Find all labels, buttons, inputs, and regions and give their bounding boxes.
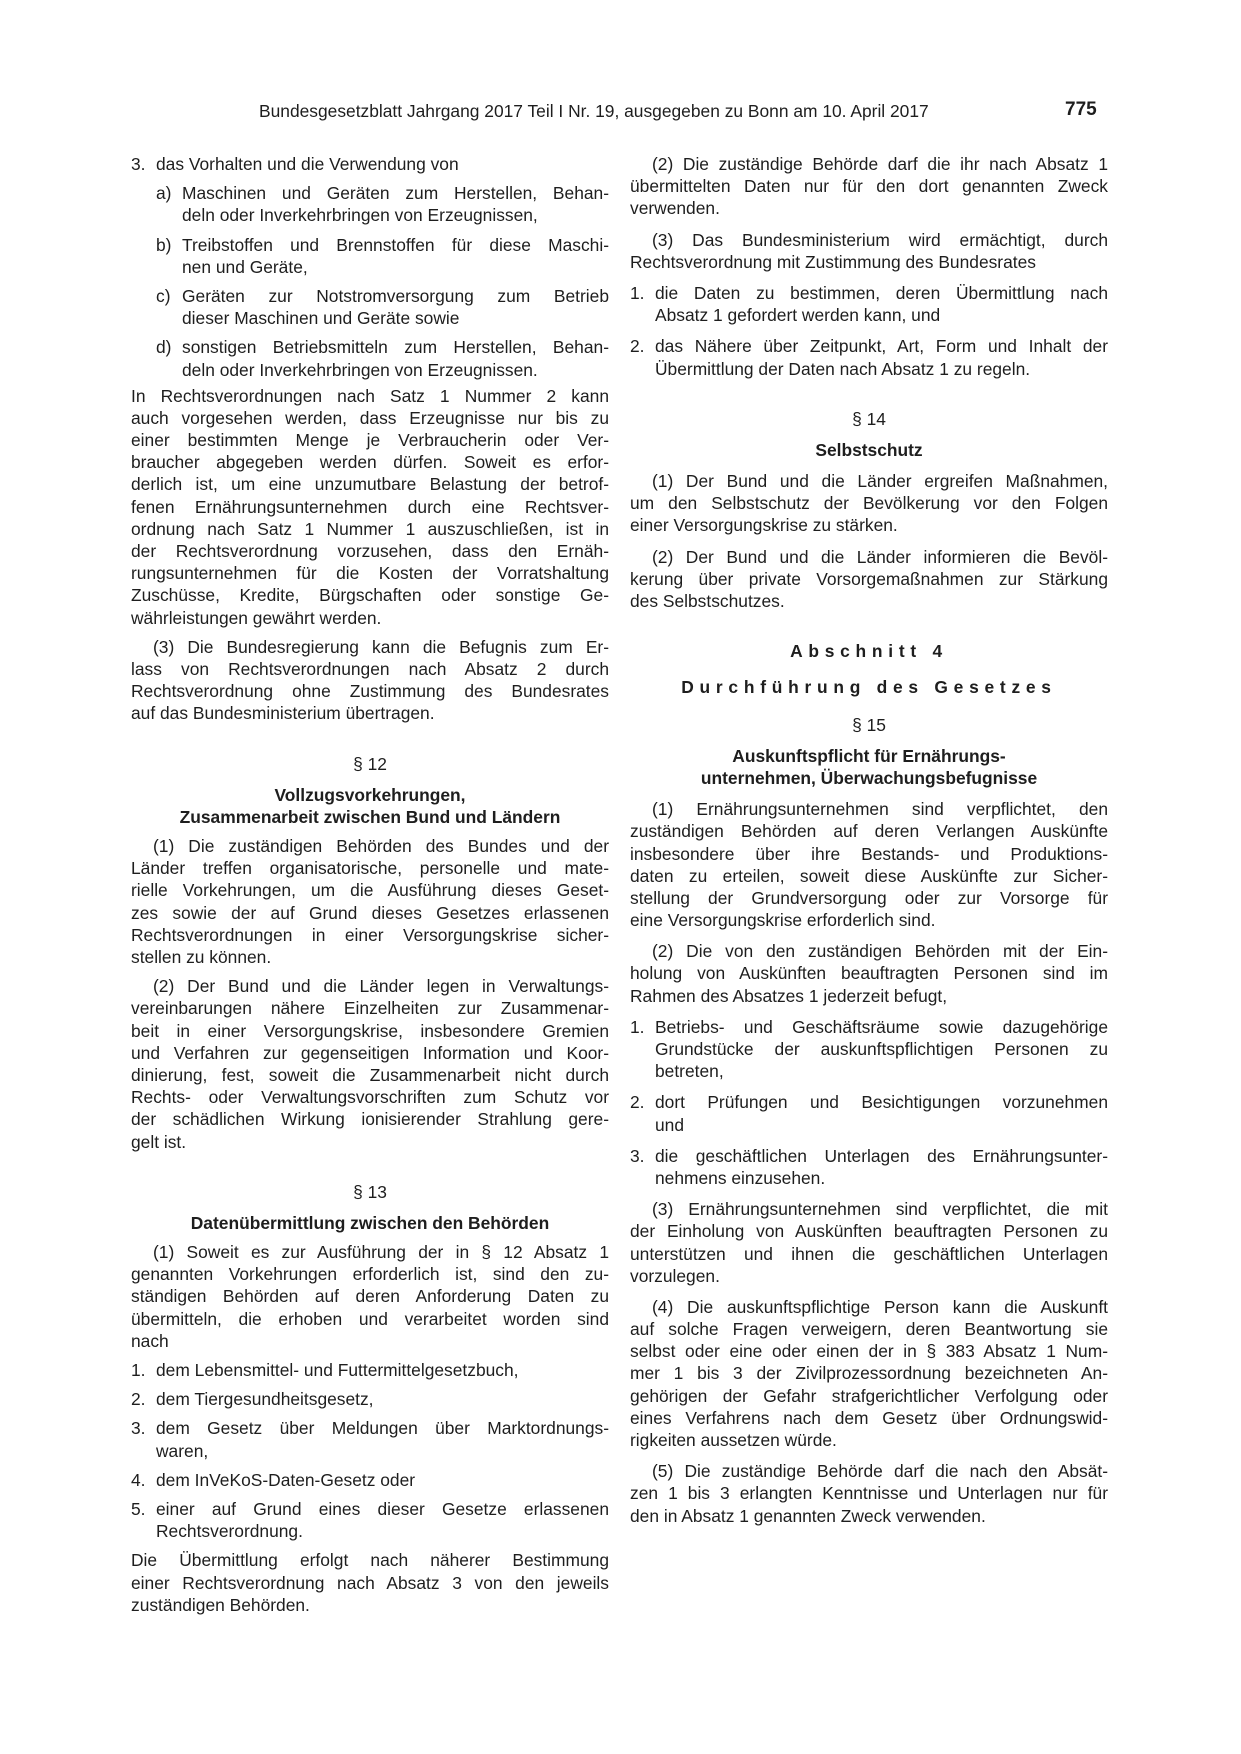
text-line: einer Versorgungskrise zu stärken. — [630, 515, 898, 536]
text-line: einer auf Grund eines dieser Gesetze erlassenen — [156, 1498, 609, 1519]
section-title — [630, 439, 1108, 461]
section-number: § 14 — [852, 408, 886, 429]
text-line: Rahmen des Absatzes 1 jederzeit befugt, — [630, 985, 948, 1006]
text-line: Absatz 1 gefordert werden kann, und — [655, 305, 941, 326]
list-item — [630, 1145, 1108, 1189]
list-marker: 2. — [630, 336, 645, 357]
section-number: § 13 — [353, 1181, 387, 1202]
text-line: (1) Der Bund und die Länder ergreifen Maßnahmen, — [652, 471, 1108, 492]
text-line: holung von Auskünften beauftragten Personen sind im — [630, 963, 1108, 984]
text-line: waren, — [156, 1440, 209, 1461]
text-line: auch vorgesehen werden, dass Erzeugnisse nur bis zu — [131, 407, 609, 428]
paragraph — [630, 1198, 1108, 1287]
text-line: dem Gesetz über Meldungen über Marktordnungs- — [156, 1418, 609, 1439]
text-line: stellen zu können. — [131, 947, 272, 967]
text-line: Geräten zur Notstromversorgung zum Betrieb — [182, 285, 609, 306]
text-line: lass von Rechtsverordnungen nach Absatz 2 durch — [131, 658, 609, 679]
text-line: einer bestimmten Menge je Verbraucherin oder Ver- — [131, 430, 609, 451]
list-item — [630, 1016, 1108, 1083]
text-line: (2) Der Bund und die Länder legen in Verwaltungs- — [153, 976, 609, 997]
list-marker: b) — [156, 234, 172, 255]
text-line: mer 1 bis 3 der Zivilprozessordnung bezeichneten An- — [630, 1363, 1108, 1384]
paragraph — [630, 153, 1108, 220]
list-marker: 4. — [131, 1469, 146, 1490]
paragraph — [131, 975, 609, 1153]
section-title — [630, 745, 1108, 789]
list-marker: c) — [156, 285, 171, 306]
paragraph — [630, 1296, 1108, 1451]
list-marker: 3. — [630, 1145, 645, 1166]
text-line: braucher abgegeben werden dürfen. Soweit es erfor- — [131, 452, 609, 473]
text-line: unterstützen und ihnen die geschäftlichen Unterlagen — [630, 1243, 1108, 1264]
text-line: Zusammenarbeit zwischen Bund und Ländern — [179, 806, 561, 827]
text-line: (3) Die Bundesregierung kann die Befugnis zum Er- — [153, 636, 609, 657]
text-line: genannten Vorkehrungen erforderlich ist, sind den zu- — [131, 1264, 609, 1285]
text-line: (2) Die von den zuständigen Behörden mit der Ein- — [652, 941, 1108, 962]
text-line: zes sowie der auf Grund dieses Gesetzes erlassenen — [131, 902, 609, 923]
list-item — [131, 153, 609, 175]
list-item — [131, 1498, 609, 1542]
text-line: eine Versorgungskrise erforderlich sind. — [630, 910, 936, 931]
text-line: das Nähere über Zeitpunkt, Art, Form und Inhalt der — [655, 336, 1108, 357]
text-line: rigkeiten aussetzen würde. — [630, 1430, 837, 1450]
text-line: deln oder Inverkehrbringen von Erzeugnissen, — [182, 205, 538, 226]
text-line: dieser Maschinen und Geräte sowie — [182, 308, 460, 329]
text-line: zen 1 bis 3 erlangten Kenntnisse und Unterlagen nur für — [630, 1483, 1108, 1504]
text-line: nach — [131, 1330, 169, 1351]
list-marker: 5. — [131, 1498, 146, 1519]
text-line: dinierung, fest, soweit die Zusammenarbeit nicht durch — [131, 1064, 609, 1085]
text-line: den in Absatz 1 genannten Zweck verwenden. — [630, 1505, 986, 1526]
text-line: dem InVeKoS-Daten-Gesetz oder — [156, 1469, 416, 1490]
running-head: Bundesgesetzblatt Jahrgang 2017 Teil I Nr. 19, ausgegeben zu Bonn am 10. April 2017 — [259, 101, 929, 121]
text-line: Rechtsverordnung. — [156, 1521, 303, 1542]
section-number: § 15 — [852, 714, 886, 735]
text-line: gelt ist. — [131, 1131, 187, 1152]
paragraph — [131, 1549, 609, 1616]
list-item — [131, 1359, 609, 1381]
list-marker: 3. — [131, 1418, 146, 1439]
list-marker: 1. — [131, 1360, 146, 1380]
text-line: rielle Vorkehrungen, um die Ausführung dieses Geset- — [131, 880, 609, 901]
text-line: dem Lebensmittel- und Futtermittelgesetzbuch, — [156, 1360, 519, 1380]
text-line: derlich ist, um eine unzumutbare Belastung der betrof- — [131, 474, 609, 495]
list-marker: d) — [156, 337, 172, 358]
right-column — [630, 153, 1108, 1527]
left-column — [131, 153, 609, 1616]
section-title — [131, 784, 609, 828]
paragraph — [630, 1460, 1108, 1527]
text-line: der Rechtsverordnung vorzusehen, dass den Ernäh- — [131, 541, 609, 561]
list-subitem — [131, 182, 609, 226]
section-title — [131, 1212, 609, 1234]
text-line: Maschinen und Geräten zum Herstellen, Behan- — [182, 183, 609, 204]
text-line: verwenden. — [630, 198, 720, 219]
text-line: einer Rechtsverordnung nach Absatz 3 von den jeweils — [131, 1572, 609, 1593]
list-item — [131, 1469, 609, 1491]
text-line: und Verfahren zur gegenseitigen Information und Koor- — [131, 1042, 609, 1063]
list-item — [131, 1388, 609, 1410]
text-line: übermittelten Daten nur für den dort genannten Zweck — [630, 176, 1108, 197]
text-line: stellung der Grundversorgung oder zur Vorsorge für — [630, 887, 1108, 908]
text-line: zuständigen Behörden. — [131, 1594, 310, 1615]
text-line: Betriebs- und Geschäftsräume sowie dazugehörige — [655, 1016, 1108, 1037]
paragraph — [630, 940, 1108, 1007]
paragraph — [630, 470, 1108, 537]
text-line: (4) Die auskunftspflichtige Person kann die Auskunft — [652, 1296, 1108, 1317]
text-line: sonstigen Betriebsmitteln zum Herstellen, Behan- — [182, 337, 609, 358]
list-item — [630, 1091, 1108, 1135]
paragraph — [131, 385, 609, 629]
text-line: der Einholung von Auskünften beauftragten Personen zu — [630, 1221, 1108, 1242]
text-line: eines Verfahrens nach dem Gesetz über Ordnungswid- — [630, 1407, 1108, 1428]
text-line: gehörigen der Gefahr strafgerichtlicher Verfolgung oder — [630, 1385, 1108, 1406]
text-line: rungsunternehmen für die Kosten der Vorratshaltung — [131, 563, 609, 584]
text-line: Grundstücke der auskunftspflichtigen Personen zu — [655, 1039, 1108, 1059]
text-line: Rechtsverordnung mit Zustimmung des Bundesrates — [630, 251, 1036, 272]
text-line: die geschäftlichen Unterlagen des Ernährungsunter- — [655, 1145, 1108, 1166]
list-marker: 1. — [630, 282, 645, 303]
text-line: Übermittlung der Daten nach Absatz 1 zu regeln. — [655, 358, 1031, 379]
text-line: deln oder Inverkehrbringen von Erzeugnissen. — [182, 359, 538, 380]
list-marker: a) — [156, 183, 172, 204]
paragraph — [630, 546, 1108, 613]
text-line: (2) Der Bund und die Länder informieren die Bevöl- — [652, 546, 1108, 567]
text-line: Rechts- oder Verwaltungsvorschriften zum Schutz vor — [131, 1087, 609, 1108]
list-subitem — [131, 234, 609, 278]
text-line: selbst oder eine oder einen der in § 383 Absatz 1 Num- — [630, 1341, 1108, 1362]
text-line: Rechtsverordnungen in einer Versorgungskrise sicher- — [131, 924, 609, 945]
text-line: vereinbarungen nähere Einzelheiten zur Zusammenar- — [131, 998, 609, 1019]
text-line: unternehmen, Überwachungsbefugnisse — [700, 767, 1038, 788]
paragraph — [131, 1241, 609, 1352]
text-line: fenen Ernährungsunternehmen durch eine Rechtsver- — [131, 496, 609, 517]
paragraph — [131, 835, 609, 968]
list-item — [630, 282, 1108, 326]
text-line: In Rechtsverordnungen nach Satz 1 Nummer 2 kann — [131, 385, 609, 406]
text-line: währleistungen gewährt werden. — [131, 607, 382, 628]
text-line: Vollzugsvorkehrungen, — [274, 784, 466, 805]
paragraph — [131, 636, 609, 725]
text-line: daten zu erteilen, soweit diese Auskünfte zur Sicher- — [630, 865, 1108, 886]
list-marker: 2. — [630, 1092, 645, 1113]
text-line: dort Prüfungen und Besichtigungen vorzunehmen — [655, 1092, 1108, 1113]
text-line: Länder treffen organisatorische, personelle und mate- — [131, 858, 609, 879]
text-line: beit in einer Versorgungskrise, insbesondere Gremien — [131, 1020, 609, 1041]
text-line: und — [655, 1114, 685, 1135]
text-line: Auskunftspflicht für Ernährungs- — [732, 745, 1006, 766]
paragraph — [630, 229, 1108, 273]
part-label: Abschnitt 4 — [790, 641, 948, 662]
list-marker: 1. — [630, 1016, 645, 1037]
text-line: (3) Ernährungsunternehmen sind verpflichtet, die mit — [652, 1199, 1108, 1220]
text-line: (5) Die zuständige Behörde darf die nach den Absät- — [652, 1461, 1108, 1482]
text-line: zuständigen Behörden auf deren Verlangen Auskünfte — [630, 821, 1108, 842]
text-line: (1) Ernährungsunternehmen sind verpflichtet, den — [652, 799, 1108, 820]
list-item — [630, 335, 1108, 379]
text-line: Rechtsverordnung ohne Zustimmung des Bundesrates — [131, 681, 609, 702]
text-line: das Vorhalten und die Verwendung von — [156, 154, 459, 174]
text-line: (1) Soweit es zur Ausführung der in § 12 Absatz 1 — [153, 1242, 609, 1263]
list-subitem — [131, 285, 609, 329]
text-line: nen und Geräte, — [182, 256, 308, 277]
text-line: kerung über private Vorsorgemaßnahmen zur Stärkung — [630, 568, 1108, 589]
text-line: übermitteln, die erhoben und verarbeitet worden sind — [131, 1308, 609, 1329]
page-number: 775 — [1065, 99, 1097, 120]
text-line: Die Übermittlung erfolgt nach näherer Bestimmung — [131, 1550, 609, 1571]
text-line: nehmens einzusehen. — [655, 1167, 826, 1188]
text-line: auf solche Fragen verweigern, deren Beantwortung sie — [630, 1319, 1108, 1340]
text-line: (2) Die zuständige Behörde darf die ihr nach Absatz 1 — [652, 154, 1108, 174]
text-line: vorzulegen. — [630, 1265, 720, 1286]
text-line: des Selbstschutzes. — [630, 591, 785, 611]
text-line: Datenübermittlung zwischen den Behörden — [190, 1212, 550, 1233]
text-line: die Daten zu bestimmen, deren Übermittlung nach — [655, 282, 1108, 303]
paragraph — [630, 798, 1108, 931]
text-line: Treibstoffen und Brennstoffen für diese Maschi- — [182, 234, 609, 255]
text-line: um den Selbstschutz der Bevölkerung vor den Folgen — [630, 493, 1108, 514]
text-line: betreten, — [655, 1061, 724, 1082]
text-line: der schädlichen Wirkung ionisierender Strahlung gere- — [131, 1109, 609, 1130]
text-line: auf das Bundesministerium übertragen. — [131, 703, 435, 724]
text-line: (1) Die zuständigen Behörden des Bundes und der — [153, 836, 609, 857]
text-line: Zuschüsse, Kredite, Bürgschaften oder sonstige Ge- — [131, 585, 609, 606]
text-line: Selbstschutz — [815, 439, 923, 460]
text-line: dem Tiergesundheitsgesetz, — [156, 1389, 374, 1410]
list-marker: 3. — [131, 154, 146, 174]
list-subitem — [131, 336, 609, 380]
text-line: insbesondere über ihre Bestands- und Produktions- — [630, 843, 1108, 864]
list-item — [131, 1417, 609, 1461]
list-marker: 2. — [131, 1389, 146, 1410]
text-line: ordnung nach Satz 1 Nummer 1 auszuschließen, ist in — [131, 518, 609, 539]
section-number: § 12 — [353, 753, 387, 774]
text-line: (3) Das Bundesministerium wird ermächtigt, durch — [652, 229, 1108, 250]
part-title: Durchführung des Gesetzes — [681, 677, 1057, 698]
text-line: ständigen Behörden auf deren Anforderung Daten zu — [131, 1286, 609, 1307]
